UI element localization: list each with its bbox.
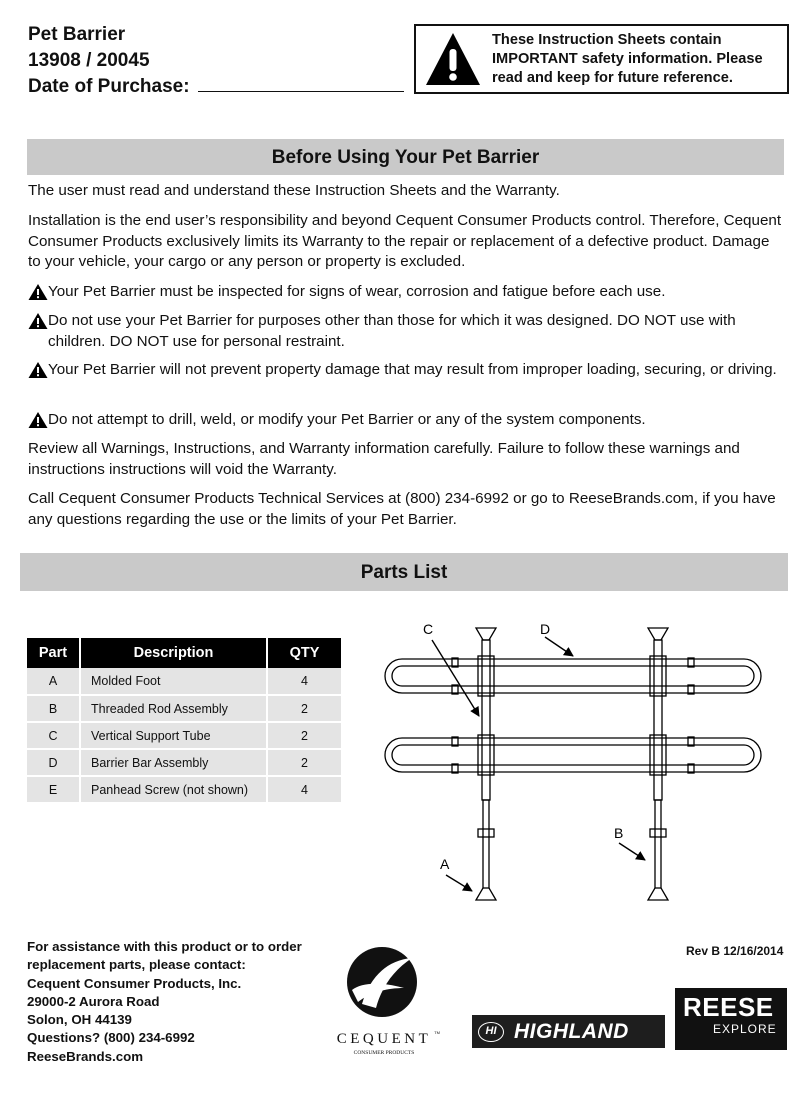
cequent-trademark: TM	[434, 1030, 440, 1035]
table-row	[27, 749, 341, 776]
callout-label-d: D	[540, 621, 551, 637]
warning-item	[28, 360, 788, 381]
safety-notice-text: These Instruction Sheets contain IMPORTANT safety information. Please read and keep for future reference.	[492, 31, 763, 86]
paragraph: The user must read and understand these Instruction Sheets and the Warranty.	[28, 182, 560, 199]
warning-icon	[28, 283, 48, 301]
table-row	[27, 722, 341, 749]
table-header-row	[27, 638, 341, 668]
safety-notice-box	[414, 24, 789, 94]
section-heading-before-using: Before Using Your Pet Barrier	[27, 139, 784, 175]
warning-text: Your Pet Barrier must be inspected for signs of wear, corrosion and fatigue before each use.	[48, 283, 666, 300]
contact-line: Cequent Consumer Products, Inc.	[27, 975, 242, 991]
callout-arrows	[432, 637, 645, 891]
part-letter: D	[27, 749, 80, 776]
highland-logo	[472, 1015, 665, 1048]
highland-wordmark: HIGHLAND	[514, 1019, 629, 1043]
contact-line: For assistance with this product or to order	[27, 939, 302, 954]
part-qty: 2	[267, 695, 341, 722]
warning-text: Your Pet Barrier will not prevent property damage that may result from improper loading, securing, or driving.	[48, 361, 777, 378]
reese-explore-logo	[675, 988, 787, 1050]
contact-line: replacement parts, please contact:	[27, 957, 246, 973]
cequent-wordmark: CEQUENT	[336, 1031, 432, 1047]
contact-line: ReeseBrands.com	[27, 1048, 144, 1064]
highland-mark-icon: HI	[478, 1022, 504, 1042]
part-letter: C	[27, 722, 80, 749]
warning-icon	[424, 30, 482, 88]
revision-label: Rev B 12/16/2014	[686, 944, 784, 958]
cequent-subtitle: CONSUMER PRODUCTS	[353, 1050, 415, 1056]
pet-barrier-diagram	[370, 612, 790, 912]
part-description: Barrier Bar Assembly	[80, 749, 267, 776]
paragraph: Review all Warnings, Instructions, and Warranty information carefully. Failure to follow these warnings and instructions instructions will void the Warranty.	[28, 440, 740, 478]
part-letter: B	[27, 695, 80, 722]
warning-item	[28, 311, 788, 352]
contact-line: Questions? (800) 234-6992	[27, 1030, 195, 1046]
contact-line: 29000-2 Aurora Road	[27, 993, 160, 1009]
part-letter: E	[27, 776, 80, 803]
part-description: Threaded Rod Assembly	[80, 695, 267, 722]
part-description: Vertical Support Tube	[80, 722, 267, 749]
warning-text: Do not use your Pet Barrier for purposes other than those for which it was designed. DO NOT use with children. DO NOT use for personal restraint.	[48, 312, 736, 350]
part-numbers: 13908 / 20045	[28, 50, 150, 71]
warning-item	[28, 410, 788, 431]
part-letter: A	[27, 668, 80, 695]
part-description: Molded Foot	[80, 668, 267, 695]
part-description: Panhead Screw (not shown)	[80, 776, 267, 803]
callout-label-b: B	[614, 825, 624, 841]
part-qty: 4	[267, 776, 341, 803]
parts-table	[27, 638, 341, 804]
date-blank-line	[198, 74, 404, 92]
table-row	[27, 776, 341, 803]
cequent-logo	[322, 946, 446, 1058]
warning-text: Do not attempt to drill, weld, or modify your Pet Barrier or any of the system components.	[48, 411, 646, 428]
callout-label-a: A	[440, 856, 450, 872]
paragraph: Installation is the end user’s responsibility and beyond Cequent Consumer Products control. Therefore, Cequent Consumer Products exclusively limits its Warranty to the repair or replacement of a defective product. Damage to your vehicle, your cargo or any person or property is excluded.	[28, 212, 782, 270]
part-qty: 4	[267, 668, 341, 695]
date-of-purchase	[28, 74, 404, 100]
product-title: Pet Barrier	[28, 24, 126, 45]
document-header	[28, 22, 404, 100]
callout-label-c: C	[423, 621, 434, 637]
section-heading-parts-list: Parts List	[20, 553, 788, 591]
warning-icon	[28, 312, 48, 330]
reese-wordmark: REESE	[683, 992, 774, 1022]
warning-icon	[28, 361, 48, 379]
contact-line: Solon, OH 44139	[27, 1012, 132, 1028]
contact-info	[27, 938, 302, 1066]
warning-item	[28, 282, 788, 303]
table-row	[27, 668, 341, 695]
date-label: Date of Purchase:	[28, 76, 190, 97]
part-qty: 2	[267, 749, 341, 776]
reese-subtitle: EXPLORE	[713, 1022, 777, 1036]
column-header-qty: QTY	[267, 638, 341, 668]
table-row	[27, 695, 341, 722]
paragraph: Call Cequent Consumer Products Technical Services at (800) 234-6992 or go to ReeseBrands.com, if you have any questions regarding the use or the limits of your Pet Barrier.	[28, 490, 776, 528]
column-header-description: Description	[80, 638, 267, 668]
warning-icon	[28, 411, 48, 429]
column-header-part: Part	[27, 638, 80, 668]
part-qty: 2	[267, 722, 341, 749]
